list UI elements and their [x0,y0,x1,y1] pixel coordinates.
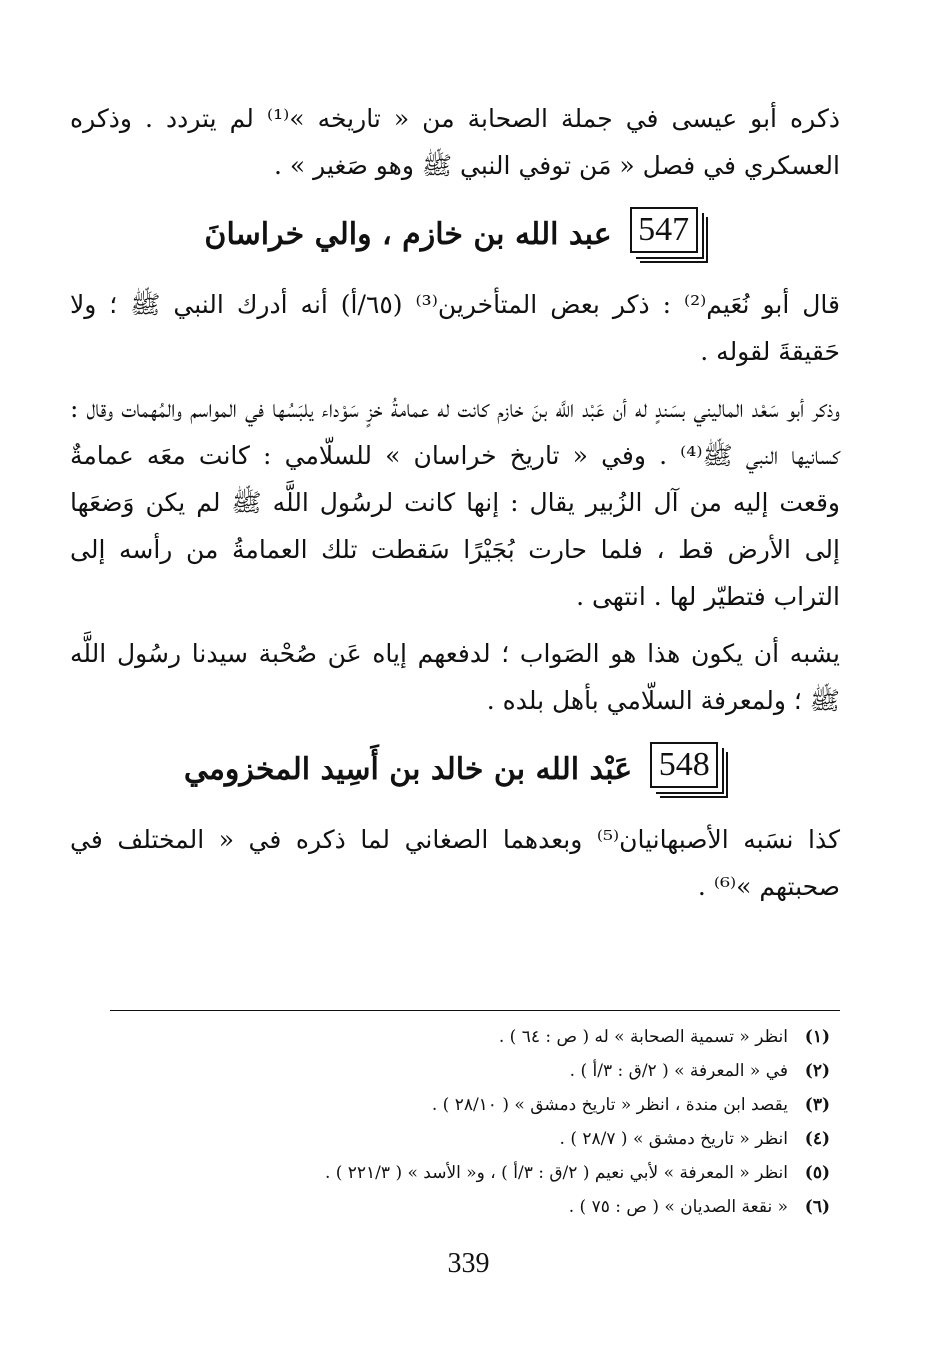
footnote [90,1190,830,1224]
footnote [90,1054,830,1088]
footnote-divider [110,1010,840,1011]
entry-547-paragraph-1: قال أبو نُعَيم⁽²⁾ : ذكر بعض المتأخرين⁽³⁾ (٦٥/أ) أنه أدرك النبي ﷺ ؛ ولا حَقيقةَ لقوله . [70,290,840,366]
footnote-number: (٦) [804,1197,830,1217]
footnote-text: « نقعة الصديان » ( ص : ٧٥ ) . [568,1197,788,1217]
footnote-text: انظر « المعرفة » لأبي نعيم ( ٢/ق : ٣/أ ) ، و« الأسد » ( ٢٢١/٣ ) . [324,1163,788,1183]
footnote [90,1122,830,1156]
entry-number-box [630,207,706,261]
footnotes [90,1020,830,1224]
page-body [70,95,840,910]
entry-title: عبد الله بن خازم ، والي خراسانَ [204,216,612,252]
footnote [90,1156,830,1190]
entry-number-box [650,742,726,796]
footnote-number: (٤) [804,1129,830,1149]
footnote-text: انظر « تاريخ دمشق » ( ٢٨/٧ ) . [559,1129,788,1149]
footnote-number: (١) [804,1027,830,1047]
footnote-text: انظر « تسمية الصحابة » له ( ص : ٦٤ ) . [498,1027,788,1047]
entry-548-heading [70,742,840,796]
footnote-number: (٥) [804,1163,830,1183]
footnote-number: (٣) [804,1095,830,1115]
footnote-text: يقصد ابن مندة ، انظر « تاريخ دمشق » ( ٢٨/١٠ ) . [431,1095,788,1115]
page-number: 339 [447,1248,490,1279]
entry-548-paragraph-1: كذا نسَبه الأصبهانيان⁽⁵⁾ وبعدهما الصغاني لما ذكره في « المختلف في صحبتهم »⁽⁶⁾ . [70,825,840,901]
footnote-text: في « المعرفة » ( ٢/ق : ٣/أ ) . [569,1061,788,1081]
entry-number: 548 [658,746,710,783]
entry-547-paragraph-3: يشبه أن يكون هذا هو الصَواب ؛ لدفعهم إياه عَن صُحْبة سيدنا رسُول اللَّه ﷺ ؛ ولمعرفة السلّامي بأهل بلده . [70,639,840,715]
entry-547-heading [70,207,840,261]
entry-title: عَبْد الله بن خالد بن أَسِيد المخزومي [183,751,633,787]
entry-547-paragraph-2: وذكر أبو سَعْد الماليني بسَندٍ له أن عَبْد اللَّه بنَ خازم كانت له عمامةُ خزٍ سَوْداء يلبَسُها في المواسم والمُهمات وقال : كسانيها النبي ﷺ⁽⁴⁾ . وفي « تاريخ خراسان » للسلّامي : كانت معَه عمامةٌ وقعت إليه من آل الزُبير يقال : إنها كانت لرسُول اللَّه ﷺ لم يكن وَضعَها إلى الأرض قط ، فلما حارت بُجَيْرًا سَقطت تلك العمامةُ من رأسه إلى التراب فتطيّر لها . انتهى . [70,394,840,611]
intro-paragraph: ذكره أبو عيسى في جملة الصحابة من « تاريخه »⁽¹⁾ لم يتردد . وذكره العسكري في فصل « مَن توفي النبي ﷺ وهو صَغير » . [70,104,840,180]
footnote [90,1020,830,1054]
footnote-number: (٢) [804,1061,830,1081]
footnote [90,1088,830,1122]
entry-number: 547 [638,211,690,248]
